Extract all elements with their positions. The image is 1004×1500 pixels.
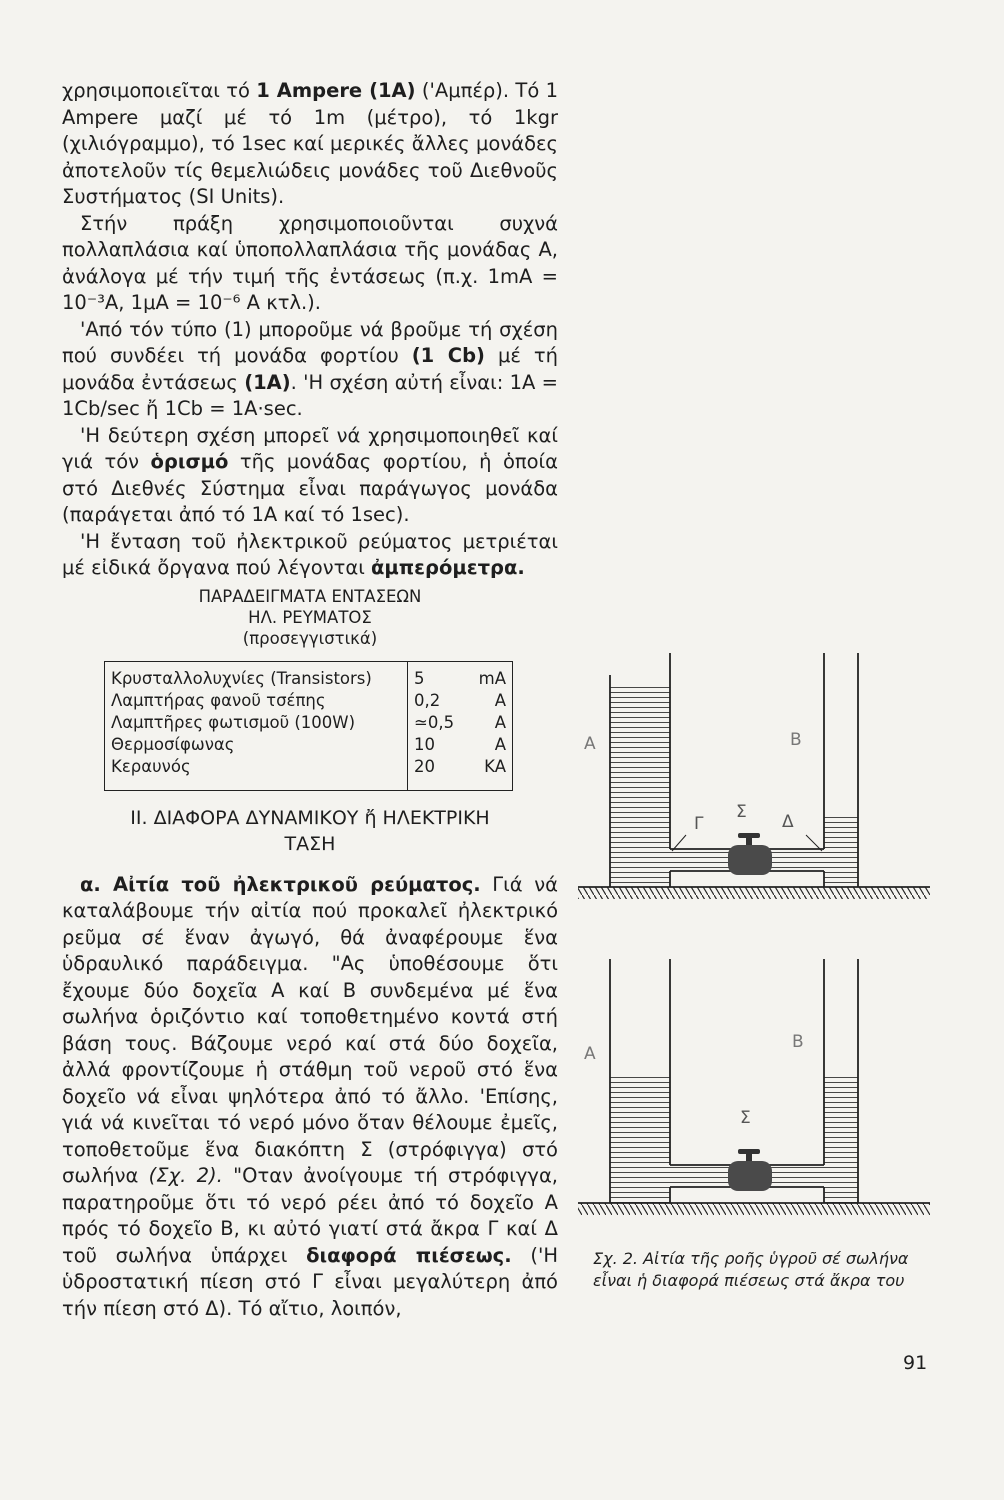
lower-vessels bbox=[578, 959, 930, 1215]
paragraph-multiples: Στήν πράξη χρησιμοποιοῦνται συχνά πολλαπλάσια καί ὑποπολλαπλάσια τῆς μονάδας A, ἀνάλογα μέ τήν τιμή τῆς ἐντάσεως (π.χ. 1mA = 10⁻³A, 1μA = 10⁻⁶ A κτλ.). bbox=[62, 211, 558, 314]
label-valve-s: Σ bbox=[736, 802, 747, 822]
label-pipe-end-d: Δ bbox=[782, 812, 794, 832]
page-number: 91 bbox=[903, 1352, 928, 1374]
table-row bbox=[105, 712, 513, 734]
table-cell-value: ≃0,5 bbox=[414, 712, 455, 732]
section-heading-line: ΤΑΣΗ bbox=[284, 833, 336, 855]
table-cell-value: 5 bbox=[414, 668, 425, 688]
section-heading bbox=[62, 805, 558, 858]
label-vessel-b: B bbox=[792, 1032, 804, 1052]
table-heading bbox=[62, 586, 558, 649]
table-heading-line: ΗΛ. ΡΕΥΜΑΤΟΣ bbox=[248, 607, 372, 627]
table-cell-name: Κρυσταλλολυχνίες (Transistors) bbox=[105, 661, 408, 690]
table-cell-value: 20 bbox=[414, 756, 435, 776]
valve-handle bbox=[738, 833, 760, 838]
table-cell-value: 10 bbox=[414, 734, 435, 754]
table-heading-line: (προσεγγιστικά) bbox=[242, 628, 378, 648]
table-row bbox=[105, 734, 513, 756]
water-vessel-b bbox=[824, 817, 858, 887]
text-run: 'Από τόν τύπο (1) μποροῦμε νά βροῦμε τή σχέση πού συνδέει τή μονάδα φορτίου bbox=[62, 317, 558, 367]
main-text-column bbox=[62, 78, 558, 1322]
table-cell-value: 0,2 bbox=[414, 690, 441, 710]
water-vessel-b bbox=[824, 1073, 858, 1203]
table-heading-line: ΠΑΡΑΔΕΙΓΜΑΤΑ ΕΝΤΑΣΕΩΝ bbox=[198, 586, 422, 606]
figure-caption: Σχ. 2. Αἰτία τῆς ροῆς ὑγροῦ σέ σωλήνα εἶναι ἡ διαφορά πιέσεως στά ἄκρα του bbox=[593, 1249, 909, 1290]
bold-term: (1 Cb) bbox=[411, 344, 485, 367]
table-cell-name: Κεραυνός bbox=[105, 756, 408, 791]
table-cell-unit: KA bbox=[484, 756, 506, 776]
section-heading-line: II. ΔΙΑΦΟΡΑ ΔΥΝΑΜΙΚΟΥ ἤ ΗΛΕΚΤΡΙΚΗ bbox=[130, 806, 490, 829]
ground-hatch bbox=[578, 887, 930, 899]
text-run: . 'Η σχέση αὐτή εἶναι: 1A = 1Cb/sec ἤ 1Cb = 1A·sec. bbox=[62, 370, 558, 420]
paragraph-ampere-si bbox=[62, 78, 558, 211]
text-run: 'Η δεύτερη σχέση μπορεῖ νά χρησιμοποιηθεῖ καί γιά τόν bbox=[62, 423, 558, 473]
paragraph-hydraulic-example bbox=[62, 872, 558, 1323]
text-run: ('Αμπέρ). Τό 1 Ampere μαζί μέ τό 1m (μέτρο), τό 1kgr (χιλιόγραμμο), τό 1sec καί μερικές ἄλλες μονάδες ἀποτελοῦν τίς θεμελιώδεις μονάδες τοῦ Διεθνοῦς Συστήματος (SI Units). bbox=[62, 79, 558, 208]
label-vessel-a: A bbox=[584, 1044, 596, 1064]
water-vessel-a bbox=[610, 687, 670, 887]
bold-term: ὁρισμό bbox=[150, 450, 229, 473]
table-row bbox=[105, 690, 513, 712]
text-run: μέ τή μονάδα ἐντάσεως bbox=[62, 344, 559, 394]
table-row bbox=[105, 756, 513, 791]
bold-term: διαφορά πιέσεως. bbox=[306, 1243, 512, 1267]
paragraph-ammeter bbox=[62, 529, 558, 582]
text-run: "Οταν ἀνοίγουμε τή στρόφιγγα, παρατηροῦμε ὅτι τό νερό ρέει ἀπό τό δοχεῖο A πρός τό δοχεῖο B, κι αὐτό γιατί στά ἄκρα Γ καί Δ τοῦ σωλήνα ὑπάρχει bbox=[62, 1164, 558, 1267]
figure-reference: (Σχ. 2). bbox=[148, 1164, 223, 1187]
label-vessel-b: B bbox=[790, 730, 802, 750]
water-vessel-a bbox=[610, 1073, 670, 1203]
text-run: χρησιμοποιεῖται τό bbox=[62, 79, 257, 102]
label-vessel-a: A bbox=[584, 734, 596, 754]
vessels-diagram bbox=[576, 645, 932, 1235]
table-cell-name: Λαμπτήρας φανοῦ τσέπης bbox=[105, 690, 408, 712]
text-run: ('Η ὑδροστατική πίεση στό Γ εἶναι μεγαλύτερη ἀπό τήν πίεση στό Δ). Τό αἴτιο, λοιπόν, bbox=[62, 1243, 558, 1320]
table-cell-name: Θερμοσίφωνας bbox=[105, 734, 408, 756]
upper-vessels bbox=[578, 653, 930, 899]
ground-hatch bbox=[578, 1203, 930, 1215]
paragraph-charge-unit bbox=[62, 317, 558, 423]
table-cell-unit: A bbox=[494, 712, 506, 732]
paragraph-definition bbox=[62, 423, 558, 529]
label-valve-s: Σ bbox=[740, 1108, 751, 1128]
table-cell-unit: A bbox=[494, 734, 506, 754]
valve-body bbox=[728, 845, 772, 875]
bold-term: ἀμπερόμετρα. bbox=[371, 556, 525, 579]
valve-body bbox=[728, 1161, 772, 1191]
table-row bbox=[105, 661, 513, 690]
label-pipe-end-g: Γ bbox=[694, 814, 704, 834]
bold-term: α. Αἰτία τοῦ ἠλεκτρικοῦ ρεύματος. bbox=[80, 872, 481, 896]
bold-term: (1A) bbox=[244, 370, 291, 394]
table-cell-name: Λαμπτῆρες φωτισμοῦ (100W) bbox=[105, 712, 408, 734]
text-run: Γιά νά καταλάβουμε τήν αἰτία πού προκαλεῖ ἠλεκτρικό ρεῦμα σέ ἕναν ἀγωγό, θά ἀναφέρουμε ἕνα ὑδραυλικό παράδειγμα. "Ας ὑποθέσουμε ὅτι ἔχουμε δύο δοχεῖα A καί B συνδεμένα μέ ἕνα σωλήνα ὁριζόντιο καί τοποθετημένο κοντά στή βάση τους. Βάζουμε νερό καί στά δύο δοχεῖα, ἀλλά φροντίζουμε ἡ στάθμη τοῦ νεροῦ στό ἕνα δοχεῖο νά εἶναι ψηλότερα ἀπό τό ἄλλο. 'Επίσης, γιά νά κινεῖται τό νερό μόνο ὅταν θέλουμε ἐμεῖς, τοποθετοῦμε ἕνα διακόπτη Σ (στρόφιγγα) στό σωλήνα bbox=[62, 872, 558, 1187]
text-run: τῆς μονάδας φορτίου, ἡ ὁποία στό Διεθνές Σύστημα εἶναι παράγωγος μονάδα (παράγεται ἀπό τό 1A καί τό 1sec). bbox=[62, 450, 558, 526]
current-examples-table bbox=[104, 661, 513, 791]
bold-term: 1 Ampere (1A) bbox=[256, 79, 416, 102]
table-cell-unit: A bbox=[494, 690, 506, 710]
table-cell-unit: mA bbox=[478, 668, 506, 688]
valve-handle bbox=[738, 1149, 760, 1154]
text-run: 'Η ἔνταση τοῦ ἠλεκτρικοῦ ρεύματος μετριέται μέ εἰδικά ὄργανα πού λέγονται bbox=[62, 529, 558, 579]
